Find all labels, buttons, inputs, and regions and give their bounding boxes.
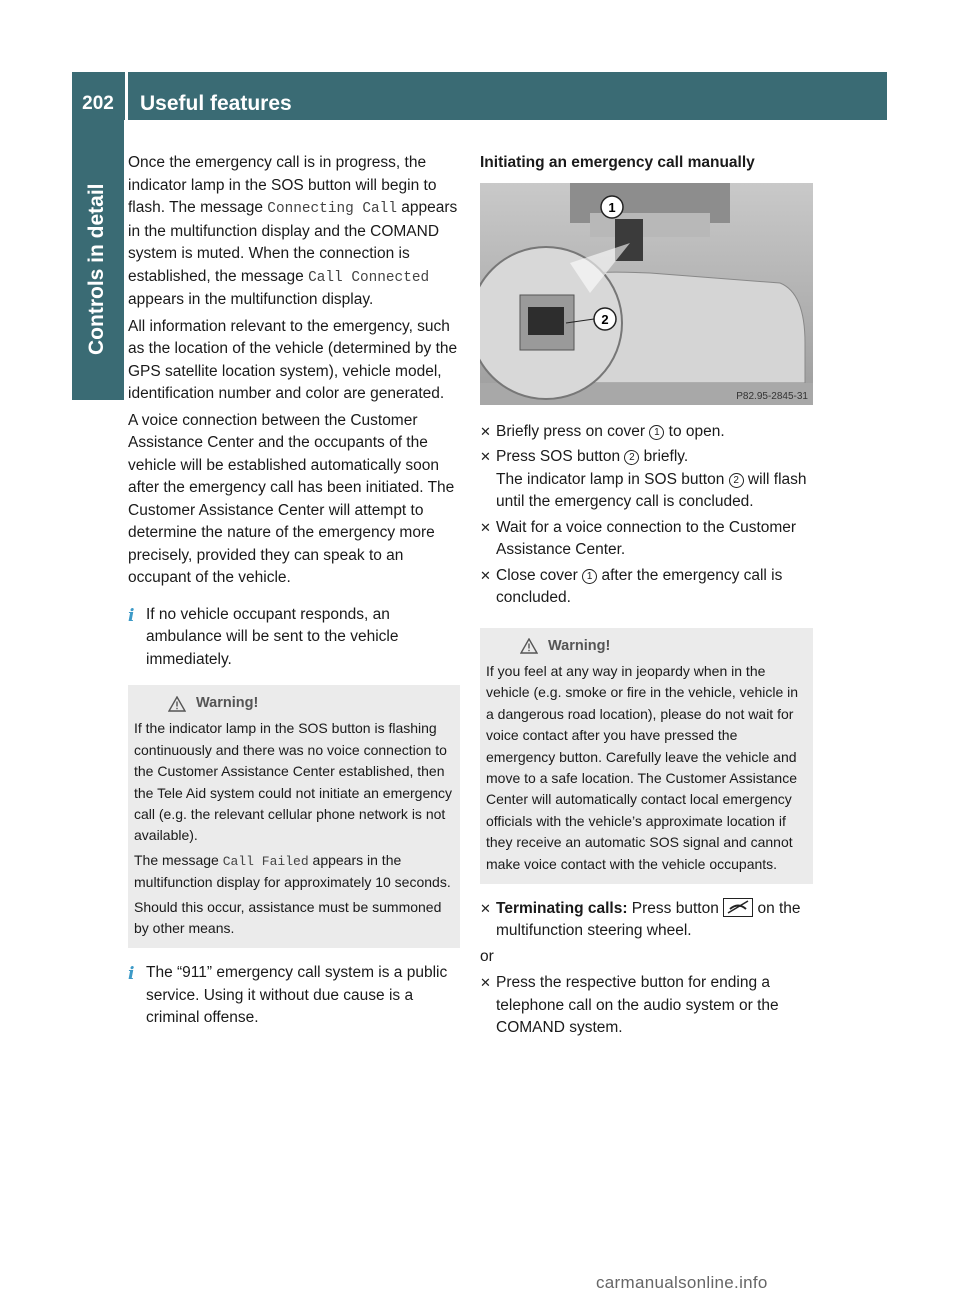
left-column <box>128 152 460 1030</box>
warning-triangle-icon <box>168 696 186 712</box>
warning-box-jeopardy: Warning! If you feel at any way in jeopardy when in the vehicle (e.g. smoke or fire in the vehicle, vehicle in a dangerous road location), please do not wait for voice contact after you have pressed the emergency button. Carefully leave the vehicle and move to a safe location. The Customer Assistance Center will automatically contact local emergency officials with the vehicle’s approximate location if they receive an automatic SOS signal and cannot make voice contact with the vehicle occupants. <box>480 628 813 884</box>
callout-2-label: 2 <box>601 311 609 327</box>
step-press-sos: ✕ Press SOS button 2 briefly. The indicator lamp in SOS button 2 will flash until the emergency call is concluded. <box>480 448 807 510</box>
info-icon: i <box>128 964 135 985</box>
info-note-911: i The “911” emergency call system is a public service. Using it without due cause is a criminal offense. <box>128 964 448 1027</box>
paragraph-information: All information relevant to the emergency, such as the location of the vehicle (determined by the GPS satellite location system), vehicle model, identification number and color are generated. <box>128 317 458 402</box>
or-text: or <box>480 947 494 965</box>
display-message-connecting: Connecting Call <box>267 201 397 217</box>
paragraph-call-progress: Once the emergency call is in progress, the indicator lamp in the SOS button will begin to flash. The message Connecting Call appears in the multifunction display and the COMAND system is muted. When the connection is established, the message Call Connected appears in the multifunction display. <box>128 154 458 308</box>
warning-heading: Warning! <box>520 636 807 657</box>
figure-code: P82.95-2845-31 <box>736 390 808 402</box>
step-arrow-icon: ✕ <box>480 900 491 916</box>
section-title: Useful features <box>140 92 292 115</box>
footer-watermark[interactable]: carmanualsonline.info <box>596 1273 768 1292</box>
warning-box-tele-aid: Warning! If the indicator lamp in the SOS button is flashing continuously and there was no voice connection to the Customer Assistance Center established, then the Tele Aid system could not initiate an emergency call (e.g. the relevant cellular phone network is not available). The message Call Failed appears in the multifunction display for approximately 10 seconds. Should this occur, assistance must be summoned by other means. <box>128 685 460 948</box>
callout-1-label: 1 <box>608 199 616 215</box>
side-tab-label: Controls in detail <box>85 183 108 355</box>
step-arrow-icon: ✕ <box>480 975 491 991</box>
manual-call-heading: Initiating an emergency call manually <box>480 154 755 171</box>
end-call-button-icon <box>723 898 753 917</box>
step-terminate-call: ✕ Terminating calls: Press button on the multifunction steering wheel. <box>480 899 801 940</box>
step-arrow-icon: ✕ <box>480 449 491 464</box>
step-arrow-icon: ✕ <box>480 423 491 439</box>
header-divider <box>125 72 128 120</box>
step-arrow-icon: ✕ <box>480 519 491 535</box>
right-column <box>480 152 813 1043</box>
step-arrow-icon: ✕ <box>480 567 491 583</box>
paragraph-voice-connection: A voice connection between the Customer Assistance Center and the occupants of the vehicle will be established automatically soon after the emergency call has been initiated. The Customer Assistance Center will attempt to determine the nature of the emergency more precisely, provided they can speak to an occupant of the vehicle. <box>128 411 455 586</box>
display-message-connected: Call Connected <box>308 269 430 286</box>
page-number: 202 <box>82 93 114 114</box>
sos-button-figure <box>480 183 813 405</box>
warning-heading: Warning! <box>168 693 454 714</box>
info-note-ambulance: i If no vehicle occupant responds, an ambulance will be sent to the vehicle immediately. <box>128 605 399 668</box>
step-wait-voice: ✕ Wait for a voice connection to the Customer Assistance Center. <box>480 518 797 558</box>
warning-triangle-icon <box>520 638 538 654</box>
step-close-cover: ✕ Close cover 1 after the emergency call is concluded. <box>480 566 783 606</box>
step-end-call-audio: ✕ Press the respective button for ending a telephone call on the audio system or the COMAND system. <box>480 974 779 1037</box>
display-message-failed: Call Failed <box>222 853 309 869</box>
info-icon: i <box>128 605 135 626</box>
step-open-cover: ✕ Briefly press on cover 1 to open. <box>480 421 813 444</box>
